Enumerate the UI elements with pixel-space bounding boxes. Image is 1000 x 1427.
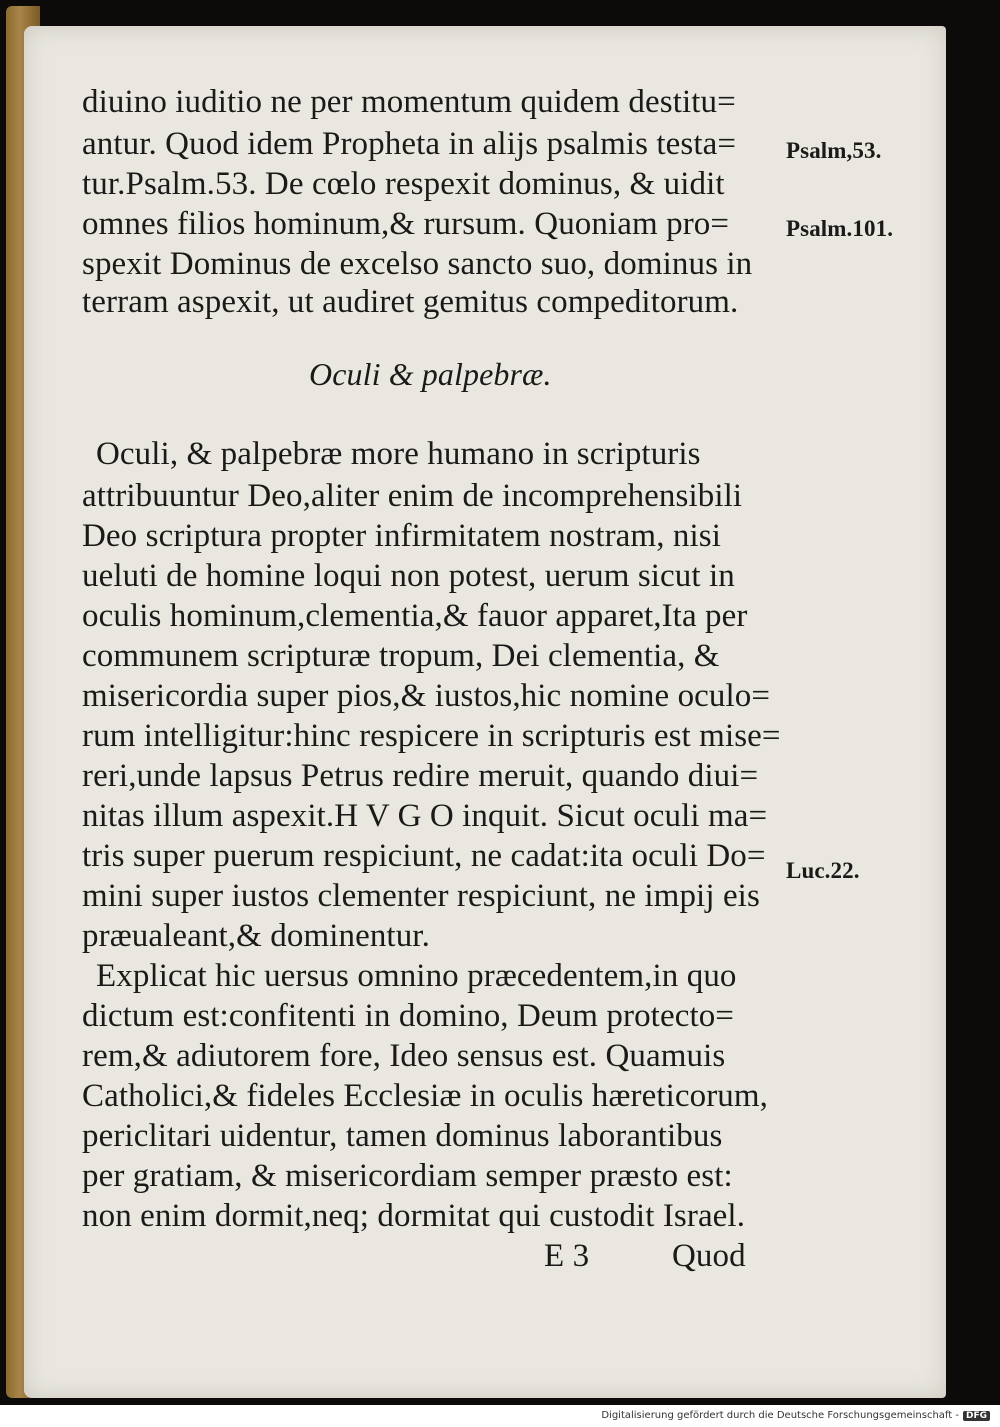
text-line: præualeant,& dominentur. [82,918,430,954]
book-page [24,26,946,1398]
text-line: Oculi, & palpebræ more humano in scripturis [96,436,701,472]
text-line: tur.Psalm.53. De cœlo respexit dominus, & uidit [82,166,725,202]
text-line: terram aspexit, ut audiret gemitus compeditorum. [82,284,739,320]
footer-text: Digitalisierung gefördert durch die Deutsche Forschungsgemeinschaft - [601,1410,959,1421]
text-line: diuino iuditio ne per momentum quidem destitu= [82,84,736,120]
text-line: ueluti de homine loqui non potest, uerum sicut in [82,558,735,594]
text-line: spexit Dominus de excelso sancto suo, dominus in [82,246,753,282]
text-line: nitas illum aspexit.H V G O inquit. Sicut oculi ma= [82,798,768,834]
text-line: misericordia super pios,& iustos,hic nomine oculo= [82,678,771,714]
text-line: non enim dormit,neq; dormitat qui custodit Israel. [82,1198,746,1234]
text-line: Explicat hic uersus omnino præcedentem,in quo [96,958,737,994]
text-line: Catholici,& fideles Ecclesiæ in oculis hæreticorum, [82,1078,769,1114]
margin-note: Luc.22. [786,858,860,883]
text-line: communem scripturæ tropum, Dei clementia, & [82,638,720,674]
signature-mark: E 3 [544,1238,590,1274]
text-line: Deo scriptura propter infirmitatem nostram, nisi [82,518,721,554]
text-line: dictum est:confitenti in domino, Deum protecto= [82,998,735,1034]
margin-note: Psalm,53. [786,138,882,163]
section-heading: Oculi & palpebræ. [309,356,552,392]
margin-note: Psalm.101. [786,216,894,241]
text-line: omnes filios hominum,& rursum. Quoniam pro= [82,206,730,242]
text-line: reri,unde lapsus Petrus redire meruit, quando diui= [82,758,759,794]
text-line: oculis hominum,clementia,& fauor apparet,Ita per [82,598,748,634]
text-line: rem,& adiutorem fore, Ideo sensus est. Quamuis [82,1038,726,1074]
text-line: attribuuntur Deo,aliter enim de incomprehensibili [82,478,743,514]
dfg-logo-icon: DFG [963,1411,990,1421]
text-line: rum intelligitur:hinc respicere in scripturis est mise= [82,718,781,754]
text-line: tris super puerum respiciunt, ne cadat:ita oculi Do= [82,838,766,874]
text-line: periclitari uidentur, tamen dominus laborantibus [82,1118,723,1154]
text-line: per gratiam, & misericordiam semper præsto est: [82,1158,733,1194]
text-line: antur. Quod idem Propheta in alijs psalmis testa= [82,126,737,162]
digitization-footer [601,1410,990,1421]
catchword: Quod [672,1238,746,1274]
text-line: mini super iustos clementer respiciunt, ne impij eis [82,878,760,914]
